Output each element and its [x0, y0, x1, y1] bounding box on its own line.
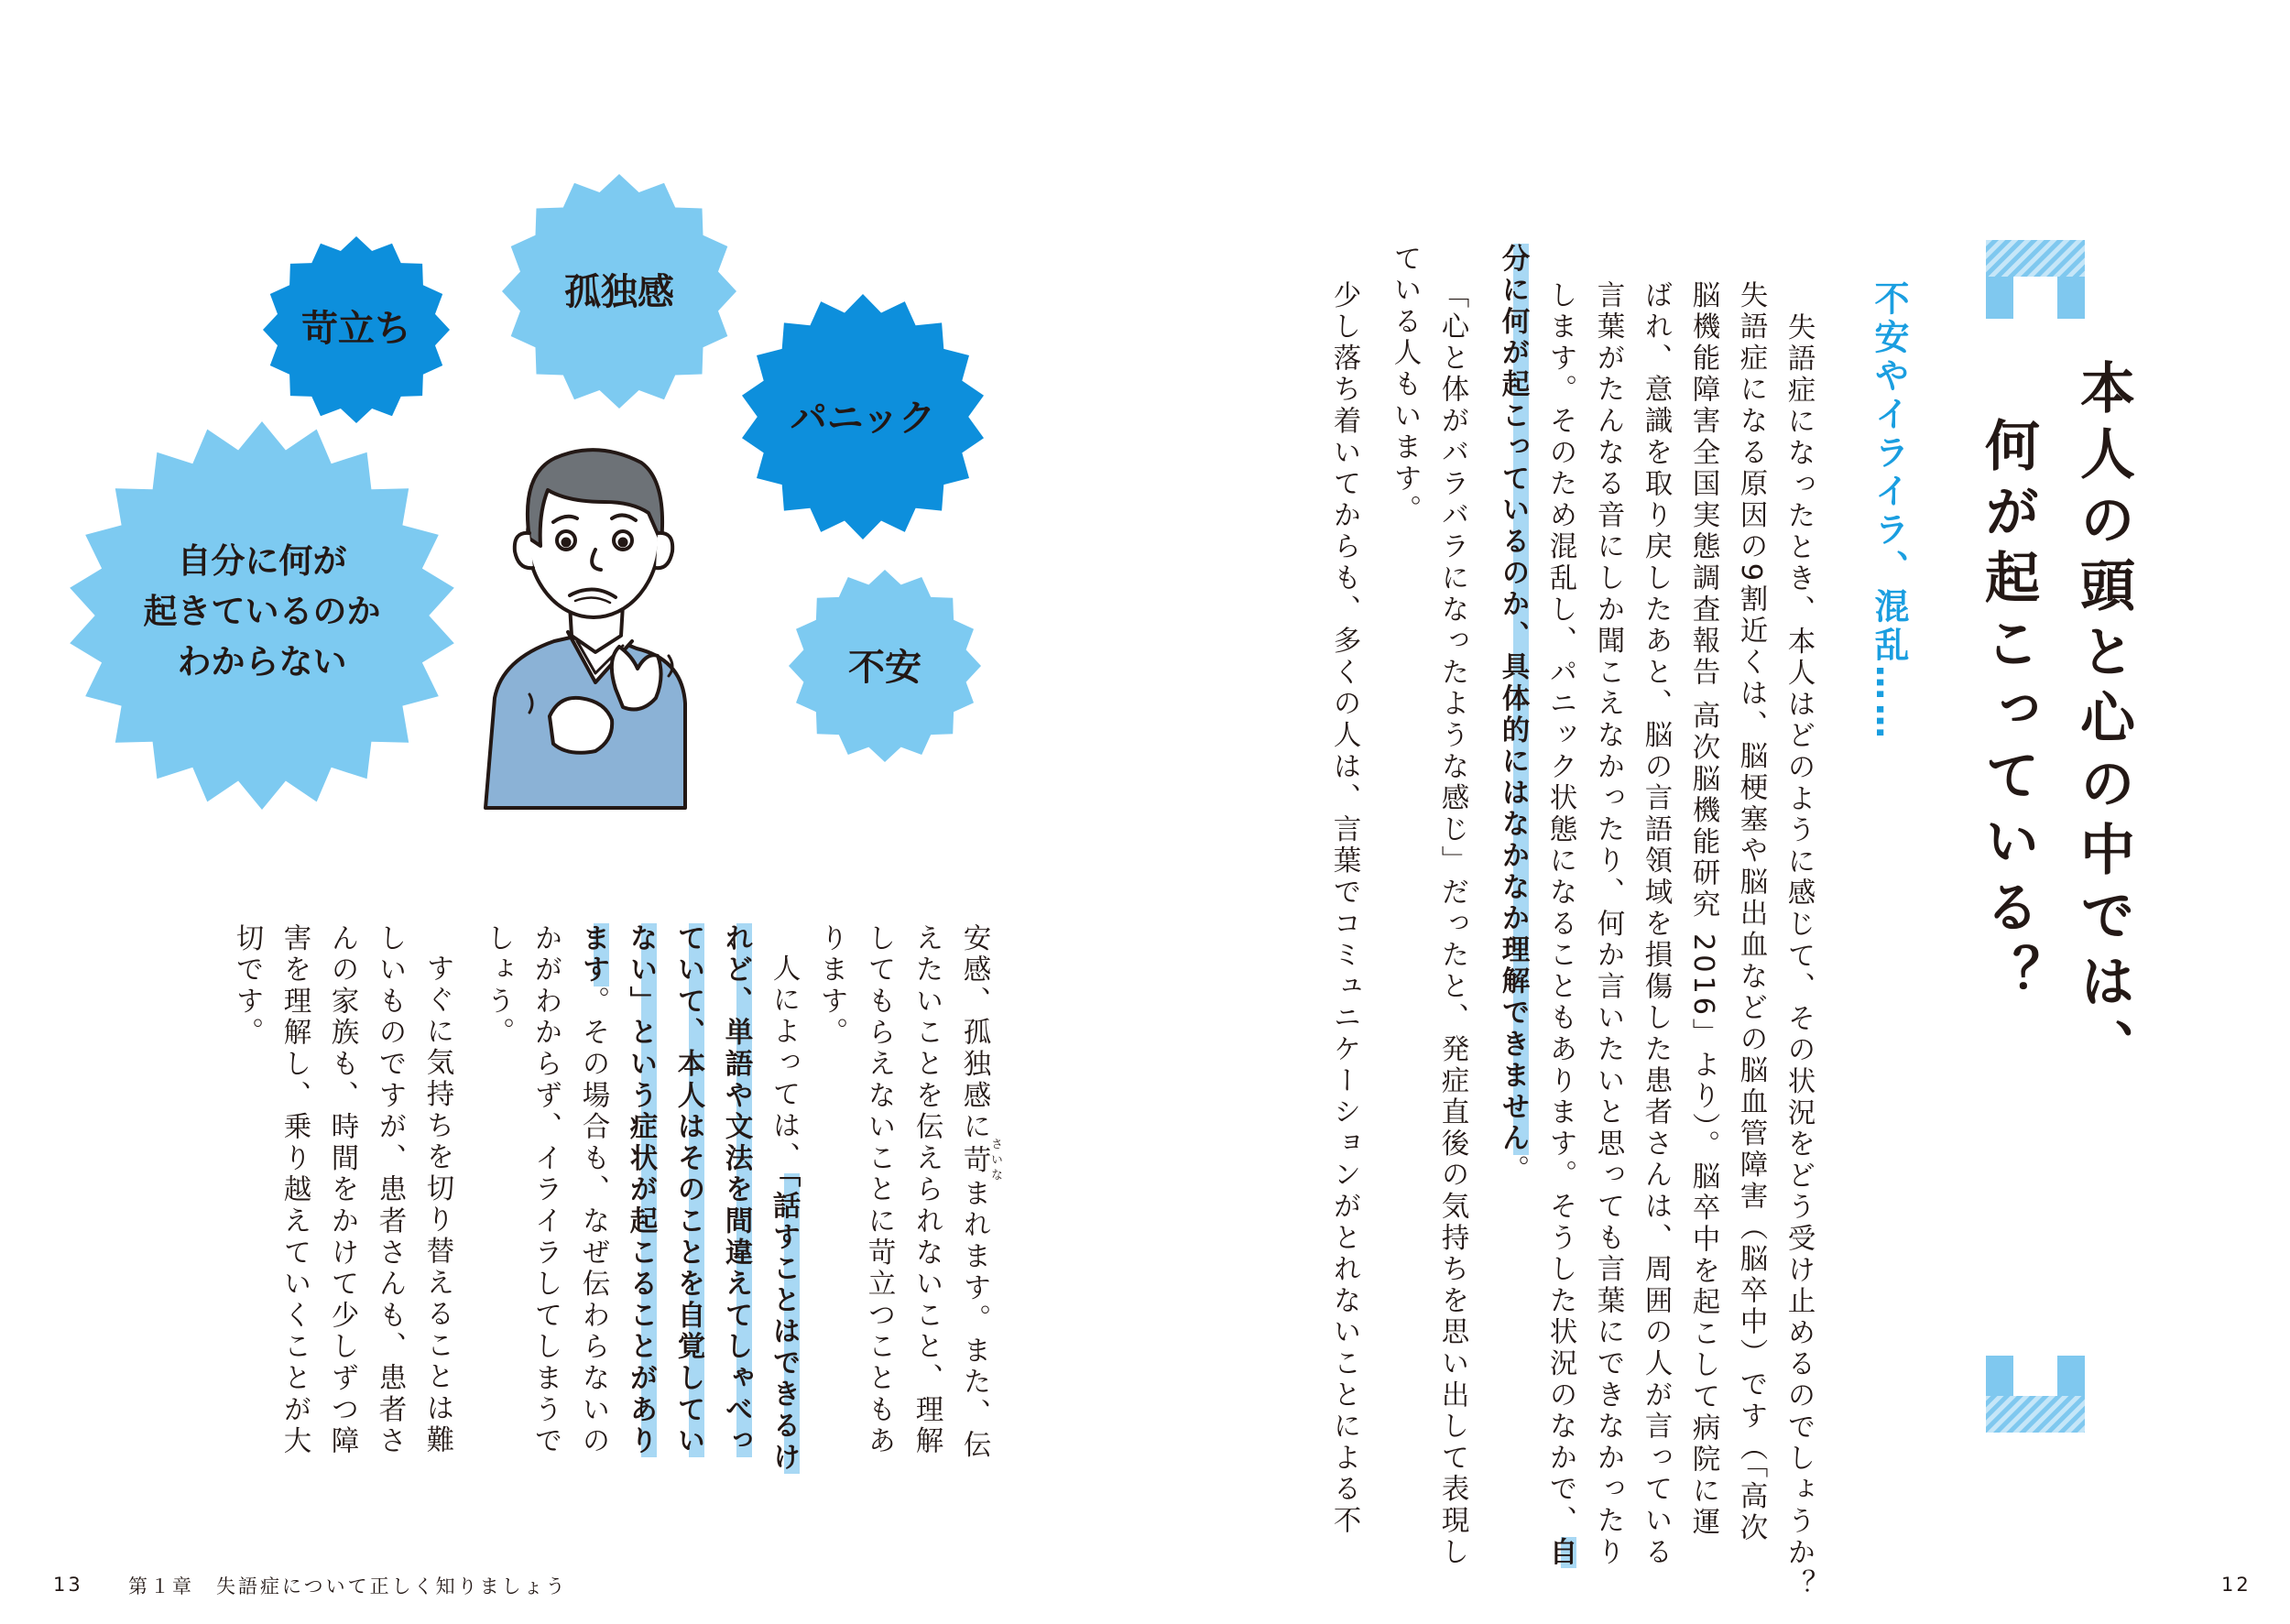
body-line	[569, 923, 616, 1457]
body-text: します。そのため混乱し、パニック状態になることもあります。そうした状況のなかで、	[1544, 280, 1576, 1537]
body-line: してもらえないことに苛立つこともあ	[863, 923, 895, 1458]
body-line	[1536, 280, 1584, 1568]
page-number-left: 13	[53, 1574, 83, 1596]
worried-man-illustration	[485, 450, 685, 808]
ruby-word	[958, 1138, 1002, 1184]
body-line: 言葉がたんなる音にしか聞こえなかったり、何か言いたいと思っても言葉にできなかったり	[1592, 280, 1624, 1569]
pupil-right	[620, 540, 627, 546]
emphasis-text: ない」という症状が起こることがあり	[625, 923, 657, 1458]
body-text: 人によっては、	[768, 954, 800, 1174]
body-line: んの家族も、時間をかけて少しずつ障	[326, 923, 358, 1458]
burst-label-confused: 起きているのか	[143, 592, 381, 631]
body-line	[616, 923, 664, 1457]
burst-label-confused: 自分に何が	[177, 541, 347, 581]
burst-label-confused: わからない	[177, 642, 347, 681]
body-line	[950, 923, 1002, 1461]
body-line: 「心と体がバラバラになったような感じ」だったと、発症直後の気持ちを思い出して表現し	[1436, 280, 1468, 1569]
emphasis-text: 分に何が起こっているのか、具体的にはなかなか理解できません	[1497, 244, 1529, 1155]
body-line: 脳機能障害全国実態調査報告 高次脳機能研究 2016」より）。脳卒中を起こして病院に運	[1687, 280, 1719, 1539]
body-line: ばれ、意識を取り戻したあと、脳の言語領域を損傷した患者さんは、周囲の人が言っている	[1640, 280, 1672, 1569]
burst-label-irritation: 苛立ち	[301, 308, 411, 350]
body-line: 失語症になったとき、本人はどのように感じて、その状況をどう受け止めるのでしょうか？	[1783, 312, 1815, 1601]
title-bracket-bottom-icon	[1986, 1356, 2085, 1433]
body-line	[1488, 244, 1536, 1186]
page-title-line1: 本人の頭と心の中では、	[2071, 359, 2135, 1084]
body-line: すぐに気持ちを切り替えることは難	[421, 954, 453, 1456]
body-line: 少し落ち着いてからも、多くの人は、言葉でコミュニケーションがとれないことによる不	[1328, 280, 1360, 1537]
page-number-right: 12	[2221, 1574, 2252, 1596]
emphasis-text: 「話すことはできるけ	[768, 1173, 800, 1474]
emphasis-text: ます	[577, 923, 609, 986]
body-line	[712, 923, 759, 1457]
body-line: 失語症になる原因の9割近くは、脳梗塞や脳出血などの脳血管障害（脳卒中）です（「高次	[1735, 280, 1767, 1544]
body-text: 安感、孤独感に	[958, 923, 990, 1144]
emotion-illustration	[0, 0, 1099, 824]
ear-right	[656, 533, 672, 568]
burst-label-anxiety: 不安	[848, 647, 921, 689]
emphasis-text: 自	[1544, 1537, 1576, 1569]
body-line: 切です。	[231, 923, 263, 1050]
burst-label-loneliness: 孤独感	[564, 271, 674, 313]
ruby-base: 苛	[958, 1138, 990, 1184]
running-footer-chapter: 第１章 失語症について正しく知りましょう	[128, 1575, 568, 1597]
body-text: まれます。また、伝	[958, 1178, 990, 1462]
burst-label-panic: パニック	[790, 398, 936, 440]
emphasis-text: れど、単語や文法を間違えてしゃべっ	[720, 923, 752, 1458]
body-line: 害を理解し、乗り越えていくことが大	[278, 923, 311, 1458]
hand-right	[550, 698, 612, 753]
body-line	[664, 923, 712, 1457]
body-line: しょう。	[482, 923, 514, 1050]
section-heading: 不安やイライラ、混乱……	[1869, 280, 1909, 742]
body-line: しいものですが、患者さんも、患者さ	[374, 923, 406, 1458]
body-line: えたいことを伝えられないこと、理解	[911, 923, 943, 1458]
body-line: ている人もいます。	[1389, 244, 1421, 527]
page-title-line2: 何が起こっている？	[1976, 417, 2040, 1010]
body-line: かがわからず、イライラしてしまうで	[529, 923, 562, 1458]
emphasis-text: ていて、本人はそのことを自覚してい	[672, 923, 704, 1458]
body-line	[759, 954, 807, 1474]
pupil-left	[563, 540, 570, 546]
ruby-reading: さいな	[988, 1138, 1002, 1184]
body-line: ります。	[815, 923, 847, 1050]
body-text: 。その場合も、なぜ伝わらないの	[577, 986, 609, 1458]
body-text: 。	[1497, 1154, 1529, 1187]
title-bracket-top-icon	[1986, 240, 2085, 319]
